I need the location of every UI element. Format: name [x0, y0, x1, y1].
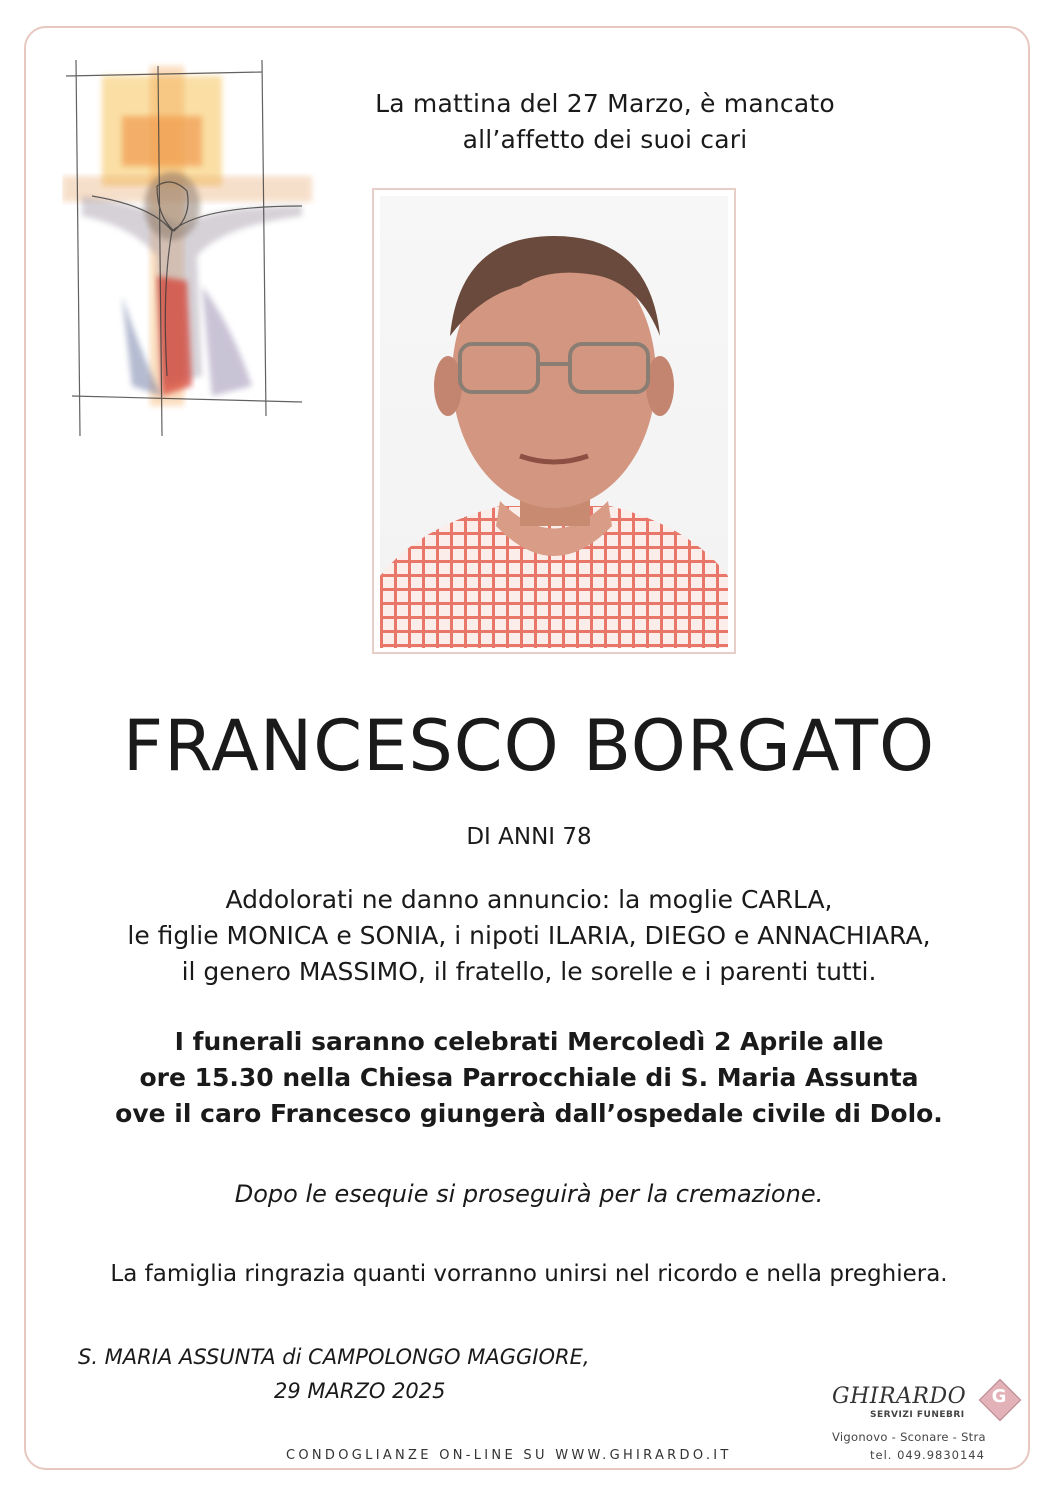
logo-subtitle: SERVIZI FUNEBRI: [870, 1410, 965, 1420]
thanks-note: La famiglia ringrazia quanti vorranno unirsi nel ricordo e nella preghiera.: [110, 1261, 948, 1287]
notice-date: 29 MARZO 2025: [274, 1379, 446, 1403]
place-date: [78, 1340, 678, 1408]
cremation-note: Dopo le esequie si proseguirà per la cremazione.: [234, 1180, 824, 1208]
crucifix-watercolor-icon: [62, 56, 324, 442]
intro-line-2: all’affetto dei suoi cari: [462, 125, 748, 154]
logo-phone: tel. 049.9830144: [870, 1448, 985, 1462]
place-name: S. MARIA ASSUNTA di CAMPOLONGO MAGGIORE,: [78, 1345, 590, 1369]
announcement-text: [40, 882, 1018, 990]
announcement-line-1: Addolorati ne danno annuncio: la moglie CARLA,: [225, 885, 833, 914]
funeral-home-logo: [832, 1374, 1032, 1464]
deceased-age: DI ANNI 78: [466, 824, 592, 850]
portrait-frame: [372, 188, 736, 654]
condolences-link[interactable]: CONDOGLIANZE ON-LINE SU WWW.GHIRARDO.IT: [286, 1448, 732, 1463]
logo-diamond-icon: [978, 1378, 1020, 1420]
portrait-photo: [380, 196, 728, 648]
logo-name: GHIRARDO: [832, 1384, 967, 1409]
portrait-illustration: [380, 196, 728, 648]
logo-towns: Vigonovo - Sconare - Stra: [832, 1430, 986, 1444]
announcement-line-2: le figlie MONICA e SONIA, i nipoti ILARIA, DIEGO e ANNACHIARA,: [127, 921, 931, 950]
funeral-details: [40, 1024, 1018, 1132]
deceased-name: FRANCESCO BORGATO: [122, 705, 936, 787]
intro-text: [330, 86, 880, 158]
funeral-line-1: I funerali saranno celebrati Mercoledì 2 Aprile alle: [174, 1027, 884, 1056]
logo-mark-letter: G: [991, 1386, 1007, 1407]
funeral-line-2: ore 15.30 nella Chiesa Parrocchiale di S. Maria Assunta: [139, 1063, 919, 1092]
announcement-line-3: il genero MASSIMO, il fratello, le sorelle e i parenti tutti.: [181, 957, 877, 986]
funeral-line-3: ove il caro Francesco giungerà dall’ospedale civile di Dolo.: [115, 1099, 943, 1128]
intro-line-1: La mattina del 27 Marzo, è mancato: [375, 89, 835, 118]
